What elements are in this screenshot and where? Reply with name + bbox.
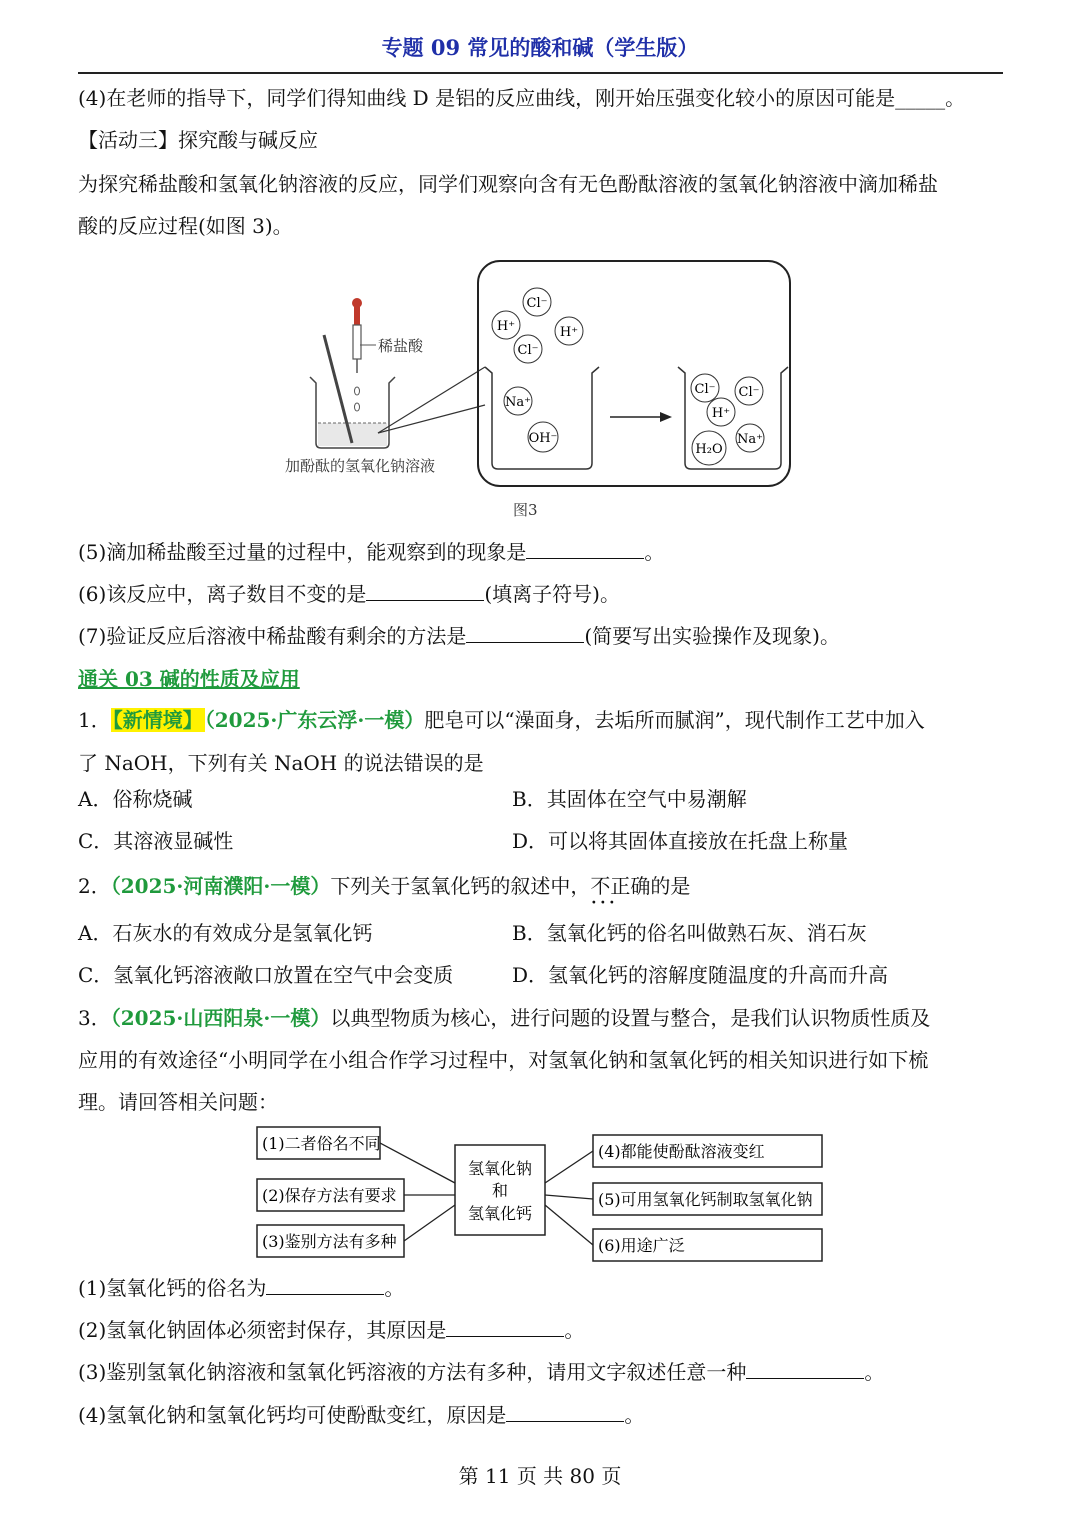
- ion-right-3: H⁺: [711, 406, 731, 421]
- p3-stem-1: 以典型物质为核心，进行问题的设置与整合，是我们认识物质性质及: [330, 1006, 931, 1030]
- dropper-icon: [352, 298, 362, 373]
- q7-text: (7)验证反应后溶液中稀盐酸有剩余的方法是: [78, 624, 467, 648]
- diagram-center-3: 氢氧化钙: [467, 1204, 533, 1223]
- sq4-end: 。: [624, 1403, 645, 1427]
- problem-1-stem: [78, 706, 925, 734]
- p2-option-a[interactable]: A．石灰水的有效成分是氢氧化钙: [78, 921, 373, 945]
- p1-number: 1．: [78, 708, 111, 732]
- q5-blank[interactable]: [526, 540, 644, 559]
- ion-right-1: Cl⁻: [694, 382, 716, 397]
- question-5: [78, 538, 664, 566]
- sq1-blank[interactable]: [266, 1276, 384, 1295]
- sq3-end: 。: [864, 1360, 885, 1384]
- ion-right-2: Cl⁻: [738, 385, 760, 400]
- p2-option-c[interactable]: C．氢氧化钙溶液敞口放置在空气中会变质: [78, 963, 454, 987]
- q6-text: (6)该反应中，离子数目不变的是: [78, 582, 367, 606]
- sub-question-4: [78, 1401, 644, 1429]
- sq1-end: 。: [384, 1276, 405, 1300]
- sub-question-2: [78, 1316, 584, 1344]
- q7-blank[interactable]: [466, 624, 584, 643]
- p1-stem-1: 肥皂可以“澡面身，去垢所而腻润”，现代制作工艺中加入: [424, 708, 925, 732]
- sq2-text: (2)氢氧化钠固体必须密封保存，其原因是: [78, 1318, 447, 1342]
- sq3-blank[interactable]: [746, 1360, 864, 1379]
- p3-stem-2: 应用的有效途径“小明同学在小组合作学习过程中，对氢氧化钠和氢氧化钙的相关知识进行如下梳: [78, 1048, 929, 1072]
- concept-diagram: [250, 1123, 830, 1263]
- diagram-right-1: (4)都能使酚酞溶液变红: [598, 1142, 765, 1161]
- q6-end: (填离子符号)。: [484, 582, 620, 606]
- beaker-label: 加酚酞的氢氧化钠溶液: [285, 457, 436, 475]
- intro-line-2: 酸的反应过程(如图 3)。: [78, 214, 293, 238]
- p3-source: （2025·山西阳泉·一模）: [110, 1006, 331, 1030]
- sq3-text: (3)鉴别氢氧化钠溶液和氢氧化钙溶液的方法有多种，请用文字叙述任意一种: [78, 1360, 747, 1384]
- p2-number: 2．: [78, 874, 111, 898]
- diagram-left-1: (1)二者俗名不同: [262, 1134, 381, 1153]
- figure-caption: 图3: [513, 501, 538, 519]
- sq4-blank[interactable]: [506, 1403, 624, 1422]
- q5-text: (5)滴加稀盐酸至过量的过程中，能观察到的现象是: [78, 540, 527, 564]
- ion-top-1: Cl⁻: [526, 296, 548, 311]
- sub-question-3: [78, 1358, 884, 1386]
- p2-stem-post: 的是: [650, 874, 691, 898]
- diagram-right-3: (6)用途广泛: [598, 1236, 685, 1255]
- p1-option-b[interactable]: B．其固体在空气中易潮解: [512, 787, 747, 811]
- sq1-text: (1)氢氧化钙的俗名为: [78, 1276, 267, 1300]
- page-footer: 第 11 页 共 80 页: [458, 1464, 622, 1488]
- ion-left-1: Na⁺: [505, 395, 531, 410]
- figure-3: [280, 255, 800, 525]
- sq2-blank[interactable]: [446, 1318, 564, 1337]
- activity-heading: 【活动三】探究酸与碱反应: [78, 128, 318, 152]
- diagram-right-2: (5)可用氢氧化钙制取氢氧化钠: [598, 1190, 813, 1209]
- p1-option-c[interactable]: C．其溶液显碱性: [78, 829, 234, 853]
- ion-right-4: H₂O: [695, 442, 723, 457]
- problem-3-stem: [78, 1004, 930, 1032]
- diagram-center-1: 氢氧化钠: [467, 1159, 533, 1178]
- sq2-end: 。: [564, 1318, 585, 1342]
- q7-end: (简要写出实验操作及现象)。: [584, 624, 840, 648]
- intro-line-1: 为探究稀盐酸和氢氧化钠溶液的反应，同学们观察向含有无色酚酞溶液的氢氧化钠溶液中滴加稀盐: [78, 172, 938, 196]
- question-7: [78, 622, 840, 650]
- p2-source: （2025·河南濮阳·一模）: [110, 874, 331, 898]
- ion-top-2: H⁺: [496, 319, 516, 334]
- p3-stem-3: 理。请回答相关问题：: [78, 1090, 278, 1114]
- question-4: (4)在老师的指导下，同学们得知曲线 D 是铝的反应曲线，刚开始压强变化较小的原因可能是_____。: [78, 86, 966, 110]
- p1-stem-2: 了 NaOH，下列有关 NaOH 的说法错误的是: [78, 751, 484, 775]
- problem-2-stem: [78, 872, 690, 900]
- ion-top-4: Cl⁻: [517, 343, 539, 358]
- ion-left-2: OH⁻: [528, 431, 558, 446]
- sub-question-1: [78, 1274, 404, 1302]
- p1-option-a[interactable]: A．俗称烧碱: [78, 787, 193, 811]
- ion-top-3: H⁺: [559, 325, 579, 340]
- diagram-left-2: (2)保存方法有要求: [262, 1186, 397, 1205]
- p3-number: 3．: [78, 1006, 111, 1030]
- p2-option-b[interactable]: B．氢氧化钙的俗名叫做熟石灰、消石灰: [512, 921, 867, 945]
- page-title: 专题 09 常见的酸和碱（学生版）: [381, 35, 699, 60]
- q6-blank[interactable]: [366, 582, 484, 601]
- dropper-label: 稀盐酸: [378, 337, 424, 355]
- p2-option-d[interactable]: D．氢氧化钙的溶解度随温度的升高而升高: [512, 963, 889, 987]
- diagram-left-3: (3)鉴别方法有多种: [262, 1232, 397, 1251]
- header-divider: [78, 72, 1003, 74]
- p1-option-d[interactable]: D．可以将其固体直接放在托盘上称量: [512, 829, 849, 853]
- p2-emphasis: 不正确 ···: [590, 874, 650, 898]
- p2-stem-pre: 下列关于氢氧化钙的叙述中，: [330, 874, 591, 898]
- p1-tag: 【新情境】: [112, 708, 203, 732]
- sq4-text: (4)氢氧化钠和氢氧化钙均可使酚酞变红，原因是: [78, 1403, 507, 1427]
- arrow-icon: [660, 412, 672, 422]
- question-6: [78, 580, 620, 608]
- ion-right-5: Na⁺: [737, 432, 763, 447]
- diagram-center-2: 和: [491, 1181, 509, 1200]
- q5-end: 。: [644, 540, 665, 564]
- section-heading: 通关 03 碱的性质及应用: [78, 667, 300, 691]
- p1-source: （2025·广东云浮·一模）: [204, 708, 425, 732]
